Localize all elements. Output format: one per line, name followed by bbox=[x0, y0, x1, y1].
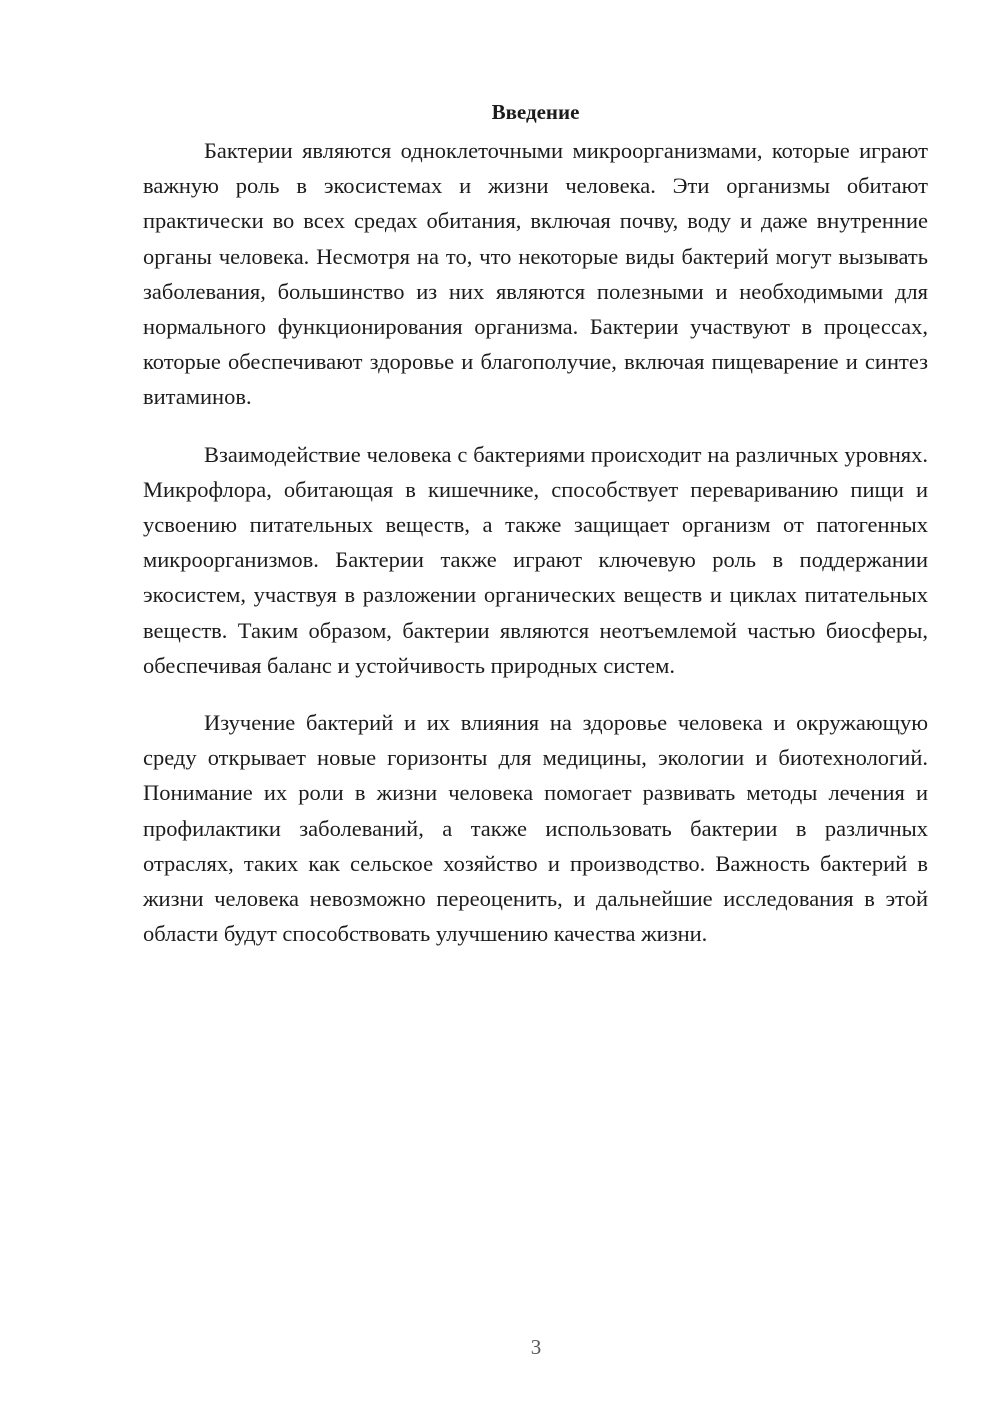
document-body bbox=[143, 97, 928, 973]
paragraph-2: Взаимодействие человека с бактериями происходит на различных уровнях. Микрофлора, обитающая в кишечнике, способствует перевариванию пищи и усвоению питательных веществ, а также защищает организм от патогенных микроорганизмов. Бактерии также играют ключевую роль в поддержании экосистем, участвуя в разложении органических веществ и циклах питательных веществ. Таким образом, бактерии являются неотъемлемой частью биосферы, обеспечивая баланс и устойчивость природных систем. bbox=[143, 441, 928, 678]
section-heading: Введение bbox=[491, 100, 580, 124]
paragraph-1: Бактерии являются одноклеточными микроорганизмами, которые играют важную роль в экосистемах и жизни человека. Эти организмы обитают практически во всех средах обитания, включая почву, воду и даже внутренние органы человека. Несмотря на то, что некоторые виды бактерий могут вызывать заболевания, большинство из них являются полезными и необходимыми для нормального функционирования организма. Бактерии участвуют в процессах, которые обеспечивают здоровье и благополучие, включая пищеварение и синтез витаминов. bbox=[143, 138, 928, 410]
page-number: 3 bbox=[530, 1335, 542, 1359]
paragraph-3: Изучение бактерий и их влияния на здоровье человека и окружающую среду открывает новые горизонты для медицины, экологии и биотехнологий. Понимание их роли в жизни человека помогает развивать методы лечения и профилактики заболеваний, а также использовать бактерии в различных отраслях, таких как сельское хозяйство и производство. Важность бактерий в жизни человека невозможно переоценить, и дальнейшие исследования в этой области будут способствовать улучшению качества жизни. bbox=[143, 710, 928, 947]
